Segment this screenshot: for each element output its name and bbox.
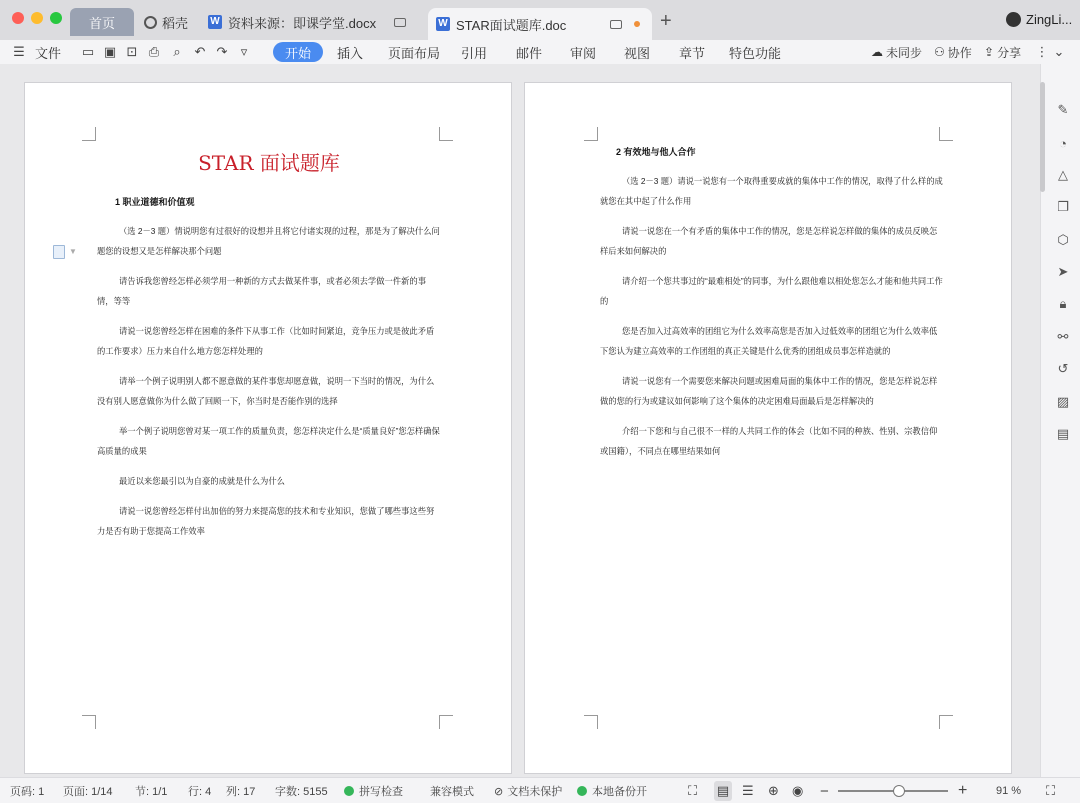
tab-review[interactable]: 审阅 [570,45,597,61]
minimize-window-button[interactable] [31,12,43,24]
status-bar [0,777,1080,803]
tab-insert[interactable]: 插入 [337,45,364,61]
crop-mark [584,715,598,729]
screen-icon[interactable] [394,18,406,27]
status-words[interactable]: 字数: 5155 [275,786,328,798]
select-cursor-icon[interactable]: ➤ [1057,264,1069,279]
shapes-icon[interactable]: ◔ [1059,135,1067,151]
zoom-slider-handle[interactable] [893,785,905,797]
shield-icon: ⊘ [494,785,504,798]
read-mode-icon[interactable]: ◉ [792,783,804,798]
print-preview-icon[interactable]: ⌕ [173,44,181,59]
export-pdf-icon[interactable]: ⊡ [126,44,138,59]
lock-icon[interactable]: 🔒︎ [1059,296,1067,311]
sync-label: 未同步 [886,45,923,60]
paragraph: 请说一说您有一个需要您来解决问题或困难局面的集体中工作的情况，您是怎样说怎样做的您的行为或建议如何影响了这个集体的决定困难局面最后是怎样解决的 [600,376,938,406]
undo-icon[interactable]: ↶ [194,44,206,59]
zoom-level[interactable]: 91 % [996,785,1022,797]
crop-mark [82,127,96,141]
tab-active-doc-label: STAR面试题库.doc [456,17,567,33]
page-left[interactable] [24,82,512,774]
fullscreen-icon[interactable]: ⛶ [688,783,698,798]
status-page-num[interactable]: 页码: 1 [10,786,45,798]
save-icon[interactable]: ▣ [103,44,117,59]
crop-mark [584,127,598,141]
user-account[interactable] [1006,12,1072,27]
paragraph: 请说一说您曾经怎样在困难的条件下从事工作（比如时间紧迫，竞争压力或是彼此矛盾的工作要求）压力来自什么地方您怎样处理的 [97,326,435,356]
status-row[interactable]: 行: 4 [188,786,212,798]
share-button[interactable] [984,40,1021,64]
paragraph: 请说一说您曾经怎样付出加倍的努力来提高您的技术和专业知识，您做了哪些事这些努力是否有助于您提高工作效率 [97,506,435,536]
document-note-icon[interactable] [53,245,65,259]
outline-view-icon[interactable]: ☰ [742,783,754,798]
cube-icon[interactable]: ⬡ [1057,232,1069,247]
user-name: ZingLi... [1026,12,1073,27]
paragraph: 您是否加入过高效率的团组它为什么效率高您是否加入过低效率的团组它为什么效率低下您认为建立高效率的工作团组的真正关键是什么优秀的团组成员事怎样造就的 [600,326,938,356]
collab-label: 协作 [947,45,972,60]
paragraph: 请举一个例子说明别人都不愿意做的某件事您却愿意做，说明一下当时的情况，为什么没有别人愿意做你为什么做了回顾一下，你当时是否能作别的选择 [97,376,435,406]
share-icon: ⇪ [984,45,995,59]
web-view-icon[interactable]: ⊕ [768,783,779,798]
crop-mark [82,715,96,729]
section-heading: 2 有效地与他人合作 [616,147,696,157]
cloud-icon: ☁ [871,45,883,59]
style-icon[interactable]: △ [1058,167,1068,182]
copy-format-icon[interactable]: ❐ [1057,199,1069,214]
more-options-icon[interactable]: ⋮ [1035,44,1049,59]
ribbon-toolbar [0,40,1080,64]
collapse-ribbon-icon[interactable]: ⌄ [1053,44,1065,59]
avatar [1006,12,1021,27]
crop-mark [939,715,953,729]
paragraph: 最近以来您最引以为自豪的成就是什么为什么 [119,476,285,486]
tab-references[interactable]: 引用 [461,45,488,61]
paragraph: 举一个例子说明您曾对某一项工作的质量负责，您怎样决定什么是“质量良好”您怎样确保高质量的成果 [97,426,440,456]
file-menu[interactable]: 文件 [35,45,62,61]
paragraph: （选 2－3 题）情说明您有过很好的设想并且将它付诸实现的过程，那是为了解决什么问题您的设想又是怎样解决那个问题 [97,226,440,256]
edit-pen-icon[interactable]: ✎ [1057,102,1069,117]
backup-icon [577,786,587,796]
new-tab-button[interactable]: + [660,10,672,32]
section-heading: 1 职业道德和价值观 [115,197,195,207]
title-bar [0,0,1080,40]
tab-layout[interactable]: 页面布局 [388,45,441,61]
fit-page-icon[interactable]: ⛶ [1046,783,1056,798]
protect-status[interactable] [494,778,562,803]
backup-status[interactable] [577,778,647,803]
tab-active-doc[interactable] [428,8,652,40]
tab-daoke[interactable] [140,8,198,36]
tab-view[interactable]: 视图 [624,45,651,61]
tab-doc-source-label: 资料来源：即课学堂.docx [228,15,377,31]
print-icon[interactable]: ⎙ [148,44,160,59]
chevron-down-icon[interactable]: ▼ [69,247,77,256]
backup-label: 本地备份开 [592,786,647,798]
crop-mark [939,127,953,141]
paragraph: （选 2－3 题）请说一说您有一个取得重要成就的集体中工作的情况，取得了什么样的成就您在其中起了什么作用 [600,176,943,206]
check-icon [344,786,354,796]
screen-icon[interactable] [610,20,622,29]
unsaved-dot-icon [634,21,640,27]
protect-label: 文档未保护 [507,786,563,798]
folder-open-icon[interactable]: ▭ [81,44,95,59]
document-area[interactable] [0,64,1040,777]
paragraph: 请告诉我您曾经怎样必须学用一种新的方式去做某件事，或者必须去学做一件新的事情，等等 [97,276,426,306]
zoom-out-button[interactable]: − [820,782,829,800]
document-title: STAR 面试题库 [198,151,340,175]
word-doc-icon: W [436,17,450,31]
people-icon: ⚇ [934,45,945,59]
page-view-icon[interactable]: ▤ [714,781,732,801]
tab-home-label: 首页 [88,15,115,31]
status-section[interactable]: 节: 1/1 [135,786,168,798]
spell-check-label: 拼写检查 [359,786,403,798]
tab-mail[interactable]: 邮件 [516,45,543,61]
close-window-button[interactable] [12,12,24,24]
status-pages[interactable]: 页面: 1/14 [63,786,113,798]
paragraph: 请介绍一个您共事过的“最难相处”的同事，为什么跟他难以相处您怎么才能和他共同工作的 [600,276,943,306]
tab-chapter[interactable]: 章节 [679,45,706,61]
history-icon[interactable]: ↺ [1057,361,1069,376]
spell-check-toggle[interactable] [344,778,403,803]
redo-icon[interactable]: ↷ [216,44,228,59]
crop-mark [439,715,453,729]
share-label: 分享 [997,45,1022,60]
menu-icon[interactable]: ☰ [13,44,25,59]
page-right[interactable] [524,82,1012,774]
paragraph: 介绍一下您和与自己很不一样的人共同工作的体会（比如不同的种族、性别、宗教信仰或国籍），不同点在哪里结果如何 [600,426,938,456]
compat-mode-label[interactable]: 兼容模式 [430,786,474,798]
paragraph: 请说一说您在一个有矛盾的集体中工作的情况，您是怎样说怎样做的集体的成员反映怎样后来如何解决的 [600,226,938,256]
tab-features[interactable]: 特色功能 [729,45,782,61]
tab-daoke-label: 稻壳 [162,15,189,31]
tab-start[interactable]: 开始 [273,42,323,62]
status-col[interactable]: 列: 17 [226,786,256,798]
tab-doc-source[interactable] [204,8,419,36]
word-doc-icon: W [208,15,222,29]
tab-home[interactable] [70,8,134,36]
maximize-window-button[interactable] [50,12,62,24]
sync-button[interactable] [871,40,922,64]
zoom-in-button[interactable]: + [958,782,968,799]
picture-icon[interactable]: ▤ [1056,426,1070,441]
vertical-scrollbar[interactable] [1040,82,1045,192]
image-settings-icon[interactable]: ▨ [1056,394,1070,409]
crop-mark [439,127,453,141]
daoke-logo-icon [144,16,157,29]
collab-button[interactable] [934,40,972,64]
adjust-icon[interactable]: ⚯ [1057,329,1069,344]
dropdown-icon[interactable]: ▿ [240,44,248,59]
